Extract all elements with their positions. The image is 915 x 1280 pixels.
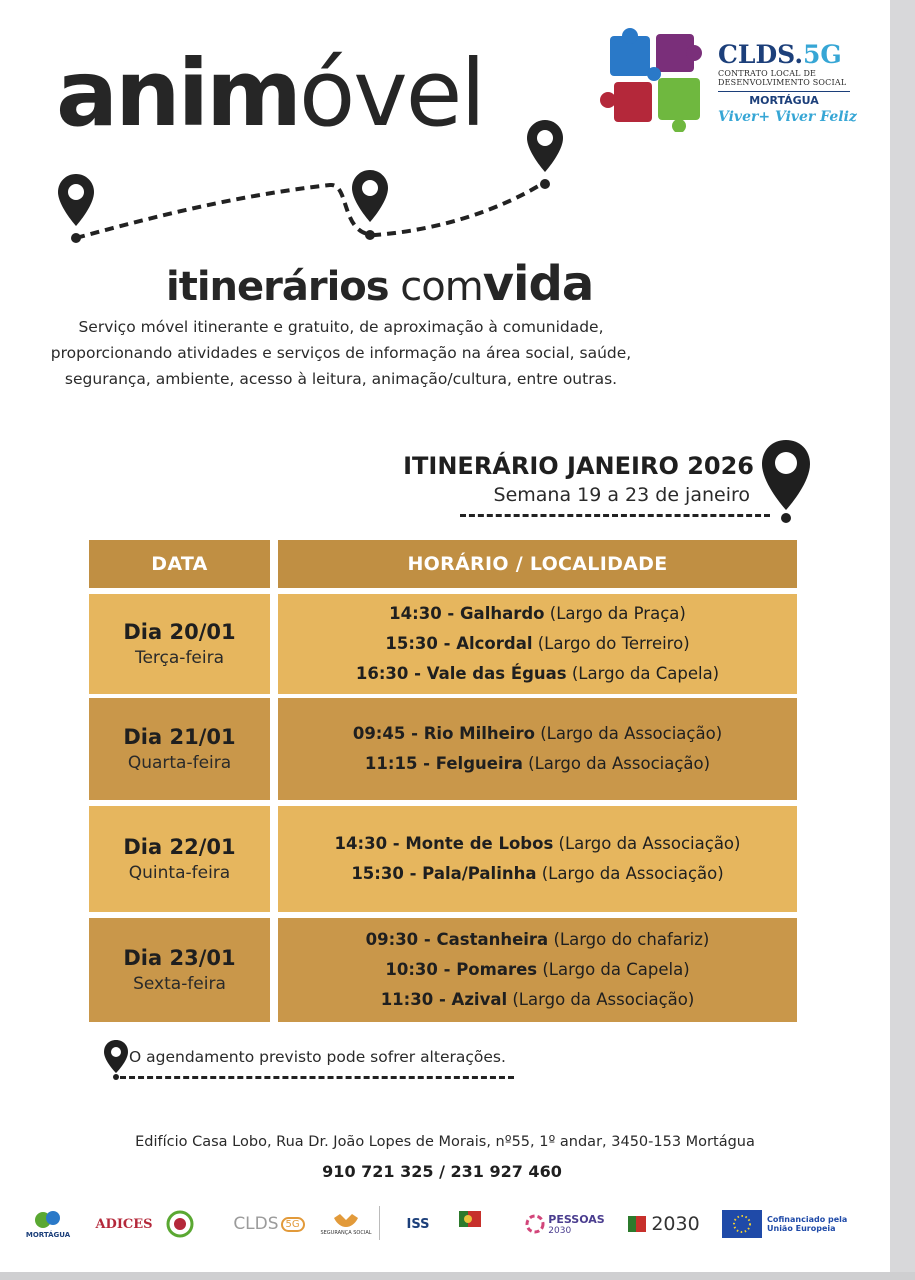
seguranca-social-logo — [318, 1196, 374, 1252]
route-dashed-path — [76, 182, 545, 238]
eu-line2: União Europeia — [767, 1224, 836, 1233]
pessoas-emblem-icon — [525, 1214, 545, 1234]
entry-time-place: 10:30 - Pomares — [385, 960, 538, 979]
schedule-entry — [353, 719, 722, 749]
entry-time-place: 09:45 - Rio Milheiro — [352, 724, 535, 743]
entry-spot: (Largo da Praça) — [544, 604, 686, 623]
partner-logos — [0, 1196, 890, 1252]
portugal-2030-label: 2030 — [651, 1213, 700, 1235]
schedule-entry — [385, 629, 689, 659]
schedule-entry — [335, 829, 741, 859]
date-cell — [89, 918, 270, 1022]
day-label: Dia 20/01 — [123, 620, 236, 644]
brand-title-light: óvel — [298, 40, 484, 147]
portugal-2030-badge-icon — [166, 1210, 194, 1238]
date-cell — [89, 698, 270, 800]
schedule-entry — [356, 659, 719, 689]
clds-5g-logo — [228, 1196, 310, 1252]
entry-time-place: 11:15 - Felgueira — [364, 754, 523, 773]
day-label: Dia 22/01 — [123, 835, 236, 859]
entry-time-place: 16:30 - Vale das Éguas — [355, 664, 567, 683]
mortagua-label: MORTÁGUA — [25, 1231, 71, 1239]
screen-edge-bottom — [0, 1272, 915, 1280]
entry-spot: (Largo da Capela) — [566, 664, 720, 683]
mortagua-emblem-icon — [33, 1209, 63, 1231]
mortagua-logo — [20, 1196, 76, 1252]
iss-label: ISS — [406, 1216, 430, 1232]
route-illustration — [40, 110, 600, 260]
entry-time-place: 15:30 - Alcordal — [385, 634, 533, 653]
logo-separator — [379, 1206, 380, 1240]
puzzle-logo-icon — [600, 28, 712, 132]
map-pin-icon — [58, 174, 94, 243]
intro-paragraph — [14, 314, 668, 392]
clds-partner-label: CLDS — [233, 1214, 279, 1234]
logo-municipality: MORTÁGUA — [718, 91, 850, 107]
logo-contract-line2: DESENVOLVIMENTO SOCIAL — [718, 77, 847, 87]
entry-spot: (Largo da Associação) — [536, 864, 724, 883]
adices-logo — [84, 1196, 164, 1252]
eu-line1: Cofinanciado pela — [767, 1215, 848, 1224]
pessoas-label: PESSOAS — [548, 1212, 605, 1226]
logo-contract-line1: CONTRATO LOCAL DE — [718, 69, 817, 78]
entry-time-place: 09:30 - Castanheira — [365, 930, 549, 949]
itinerary-dashed-line — [460, 514, 770, 517]
day-label: Dia 23/01 — [123, 946, 236, 970]
subtitle-light: com — [388, 264, 483, 310]
entry-time-place: 14:30 - Monte de Lobos — [334, 834, 554, 853]
entry-time-place: 11:30 - Azival — [380, 990, 508, 1009]
pessoas-2030-logo — [520, 1196, 610, 1252]
weekday-label: Terça-feira — [134, 648, 225, 668]
schedule-entry — [389, 599, 686, 629]
table-row — [89, 806, 797, 912]
clds-logo — [600, 28, 870, 138]
schedule-cell — [278, 698, 797, 800]
weekday-label: Sexta-feira — [133, 974, 226, 994]
entry-time-place: 15:30 - Pala/Palinha — [351, 864, 537, 883]
subtitle-emphasis: vida — [482, 256, 594, 312]
logo-slogan: Viver+ Viver Feliz — [718, 108, 857, 125]
portugal-2030-logo — [624, 1196, 704, 1252]
republica-portuguesa-logo — [452, 1196, 488, 1252]
map-pin-icon — [352, 170, 388, 240]
seguranca-social-icon — [332, 1212, 360, 1230]
pessoas-year: 2030 — [548, 1225, 572, 1236]
table-row — [89, 594, 797, 694]
date-cell — [89, 806, 270, 912]
intro-line: segurança, ambiente, acesso à leitura, animação/cultura, entre outras. — [64, 370, 618, 388]
entry-spot: (Largo da Associação) — [534, 724, 723, 743]
iss-logo — [396, 1196, 440, 1252]
seguranca-social-label: SEGURANÇA SOCIAL — [320, 1230, 372, 1236]
entry-time-place: 14:30 - Galhardo — [389, 604, 545, 623]
schedule-entry — [366, 925, 710, 955]
logo-clds-text: CLDS. — [718, 40, 804, 69]
weekday-label: Quinta-feira — [128, 863, 231, 883]
schedule-entry — [381, 985, 695, 1015]
day-label: Dia 21/01 — [123, 725, 236, 749]
map-pin-icon — [527, 120, 563, 189]
clds-partner-version: 5G — [281, 1217, 305, 1232]
entry-spot: (Largo da Associação) — [553, 834, 741, 853]
brand-subtitle — [166, 256, 593, 312]
intro-line: proporcionando atividades e serviços de informação na área social, saúde, — [50, 344, 632, 362]
subtitle-bold: itinerários — [166, 264, 389, 310]
itinerary-title: ITINERÁRIO JANEIRO 2026 — [403, 452, 754, 480]
entry-spot: (Largo da Capela) — [537, 960, 690, 979]
entry-spot: (Largo do Terreiro) — [532, 634, 690, 653]
portugal-2030-icon — [628, 1214, 648, 1234]
schedule-entry — [385, 955, 689, 985]
table-row — [89, 918, 797, 1022]
schedule-cell — [278, 918, 797, 1022]
eu-cofunding-logo — [722, 1196, 862, 1252]
schedule-cell — [278, 806, 797, 912]
schedule-entry — [365, 749, 710, 779]
map-pin-icon — [762, 440, 810, 524]
address: Edifício Casa Lobo, Rua Dr. João Lopes de Morais, nº55, 1º andar, 3450-153 Mortágua — [135, 1134, 755, 1150]
eu-flag-icon — [722, 1210, 762, 1238]
portuguese-flag-icon — [459, 1211, 481, 1237]
date-cell — [89, 594, 270, 694]
table-header-date: DATA — [89, 540, 270, 588]
screen-edge-right — [890, 0, 915, 1280]
note-text: O agendamento previsto pode sofrer alterações. — [129, 1048, 506, 1066]
entry-spot: (Largo da Associação) — [507, 990, 695, 1009]
phone-numbers: 910 721 325 / 231 927 460 — [322, 1162, 562, 1181]
logo-clds-version: 5G — [803, 40, 842, 69]
entry-spot: (Largo do chafariz) — [548, 930, 710, 949]
table-header-schedule: HORÁRIO / LOCALIDADE — [278, 540, 797, 588]
intro-line: Serviço móvel itinerante e gratuito, de aproximação à comunidade, — [78, 318, 604, 336]
adices-label: ADICES — [95, 1216, 153, 1232]
note-dashed-line — [120, 1076, 514, 1079]
entry-spot: (Largo da Associação) — [522, 754, 711, 773]
table-row — [89, 698, 797, 800]
weekday-label: Quarta-feira — [127, 753, 232, 773]
schedule-cell — [278, 594, 797, 694]
map-pin-icon — [104, 1040, 128, 1080]
schedule-entry — [351, 859, 723, 889]
brand-title-bold: anim — [56, 40, 299, 147]
itinerary-week: Semana 19 a 23 de janeiro — [493, 484, 750, 506]
